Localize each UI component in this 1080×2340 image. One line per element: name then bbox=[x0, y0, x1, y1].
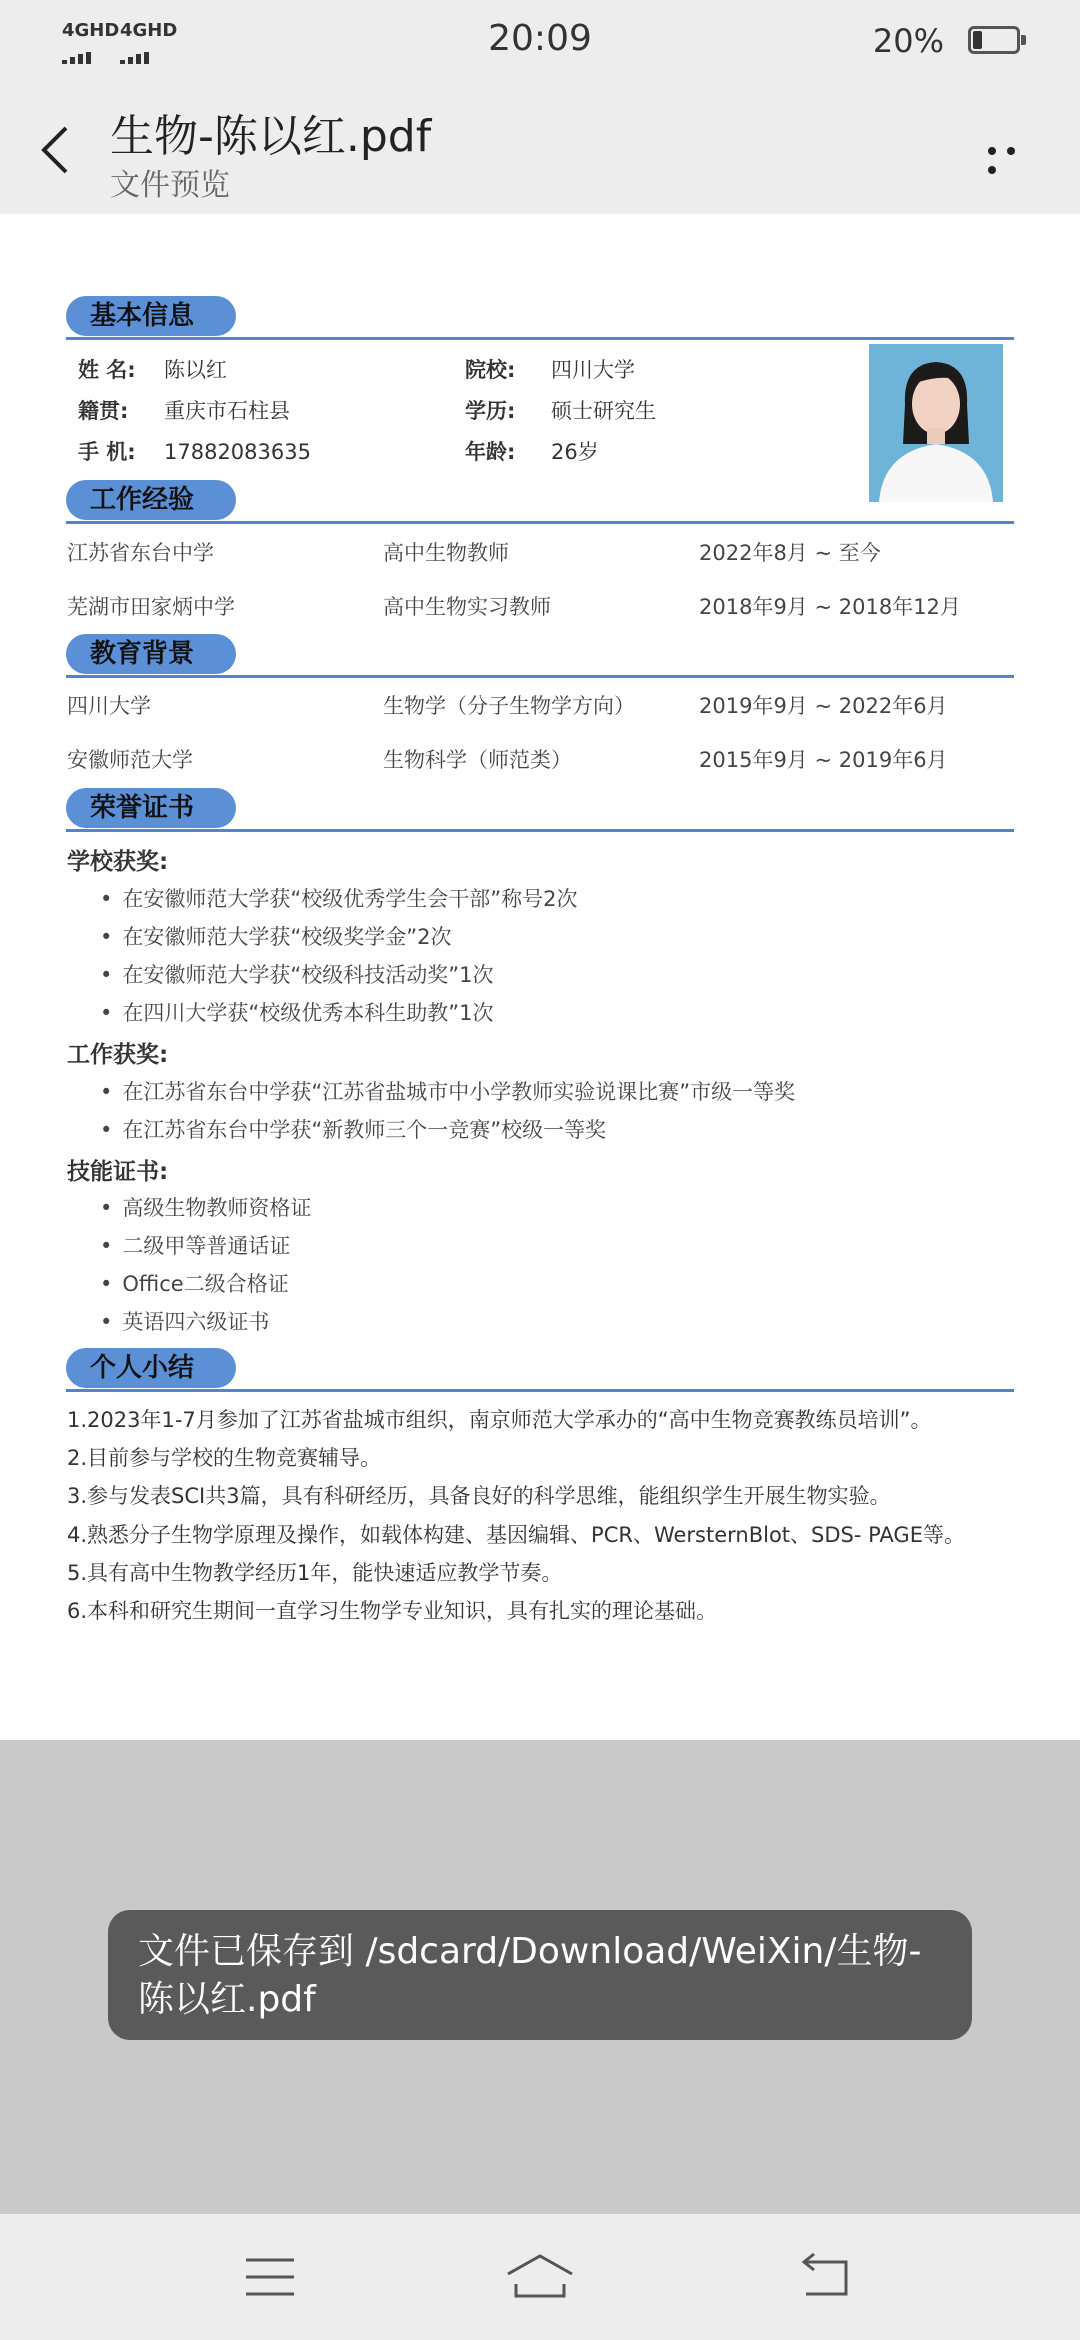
section-work bbox=[66, 480, 1014, 524]
profile-photo bbox=[869, 344, 1003, 502]
system-nav-bar bbox=[0, 2214, 1080, 2340]
menu-icon[interactable] bbox=[240, 2250, 300, 2304]
edu-school: 安徽师范大学 bbox=[67, 748, 193, 772]
section-title: 基本信息 bbox=[66, 296, 236, 336]
back-nav-icon[interactable] bbox=[796, 2250, 856, 2304]
saved-toast: 文件已保存到 /sdcard/Download/WeiXin/生物-陈以红.pdf bbox=[108, 1910, 972, 2040]
list-item: • Office二级合格证 bbox=[100, 1268, 289, 1298]
section-title: 工作经验 bbox=[66, 480, 236, 520]
section-divider bbox=[66, 829, 1014, 832]
summary-line: 3.参与发表SCI共3篇，具有科研经历，具备良好的科学思维，能组织学生开展生物实验。 bbox=[67, 1484, 891, 1508]
section-summary bbox=[66, 1348, 1014, 1392]
section-basic-info bbox=[66, 296, 1014, 340]
section-divider bbox=[66, 675, 1014, 678]
edu-school: 四川大学 bbox=[67, 694, 151, 718]
work-period: 2022年8月 ~ 至今 bbox=[699, 541, 881, 565]
section-title: 教育背景 bbox=[66, 634, 236, 674]
more-options-icon[interactable] bbox=[988, 140, 1044, 156]
app-header bbox=[0, 84, 1080, 214]
status-bar bbox=[0, 0, 1080, 84]
file-subtitle: 文件预览 bbox=[110, 168, 230, 203]
field-degree: 学历: 硕士研究生 bbox=[465, 399, 656, 423]
edu-period: 2015年9月 ~ 2019年6月 bbox=[699, 748, 948, 772]
skills-heading: 技能证书: bbox=[67, 1159, 169, 1185]
summary-line: 6.本科和研究生期间一直学习生物学专业知识，具有扎实的理论基础。 bbox=[67, 1599, 718, 1623]
section-education bbox=[66, 634, 1014, 678]
list-item: • 在安徽师范大学获“校级科技活动奖”1次 bbox=[100, 959, 494, 989]
school-awards-heading: 学校获奖: bbox=[67, 849, 169, 875]
work-role: 高中生物教师 bbox=[383, 541, 509, 565]
summary-line: 5.具有高中生物教学经历1年，能快速适应教学节奏。 bbox=[67, 1561, 563, 1585]
file-title: 生物-陈以红.pdf bbox=[110, 111, 432, 162]
work-org: 江苏省东台中学 bbox=[67, 541, 214, 565]
edu-major: 生物科学（师范类） bbox=[383, 748, 572, 772]
back-arrow-icon[interactable] bbox=[36, 120, 76, 180]
clock: 20:09 bbox=[488, 18, 592, 59]
work-role: 高中生物实习教师 bbox=[383, 595, 551, 619]
list-item: • 在四川大学获“校级优秀本科生助教”1次 bbox=[100, 997, 494, 1027]
list-item: • 在安徽师范大学获“校级优秀学生会干部”称号2次 bbox=[100, 883, 578, 913]
field-origin: 籍贯: 重庆市石柱县 bbox=[78, 399, 290, 423]
field-school: 院校: 四川大学 bbox=[465, 358, 635, 382]
work-period: 2018年9月 ~ 2018年12月 bbox=[699, 595, 961, 619]
edu-period: 2019年9月 ~ 2022年6月 bbox=[699, 694, 948, 718]
pdf-page[interactable] bbox=[0, 214, 1080, 1740]
work-org: 芜湖市田家炳中学 bbox=[67, 595, 235, 619]
section-divider bbox=[66, 337, 1014, 340]
section-honors bbox=[66, 788, 1014, 832]
field-phone: 手 机: 17882083635 bbox=[78, 440, 311, 464]
work-awards-heading: 工作获奖: bbox=[67, 1042, 169, 1068]
signal-1-label: 4GHD bbox=[62, 20, 120, 41]
summary-line: 1.2023年1-7月参加了江苏省盐城市组织，南京师范大学承办的“高中生物竞赛教练员培训”。 bbox=[67, 1408, 932, 1432]
edu-major: 生物学（分子生物学方向） bbox=[383, 694, 635, 718]
summary-line: 4.熟悉分子生物学原理及操作，如载体构建、基因编辑、PCR、WersternBlot、SDS- PAGE等。 bbox=[67, 1523, 965, 1547]
home-icon[interactable] bbox=[504, 2250, 576, 2304]
battery-percent: 20% bbox=[872, 22, 944, 60]
field-age: 年龄: 26岁 bbox=[465, 440, 599, 464]
list-item: • 二级甲等普通话证 bbox=[100, 1230, 290, 1260]
section-title: 荣誉证书 bbox=[66, 788, 236, 828]
list-item: • 高级生物教师资格证 bbox=[100, 1192, 311, 1222]
list-item: • 在安徽师范大学获“校级奖学金”2次 bbox=[100, 921, 452, 951]
section-title: 个人小结 bbox=[66, 1348, 236, 1388]
battery-icon bbox=[968, 26, 1020, 54]
summary-line: 2.目前参与学校的生物竞赛辅导。 bbox=[67, 1446, 382, 1470]
list-item: • 英语四六级证书 bbox=[100, 1306, 269, 1336]
section-divider bbox=[66, 1389, 1014, 1392]
list-item: • 在江苏省东台中学获“江苏省盐城市中小学教师实验说课比赛”市级一等奖 bbox=[100, 1076, 795, 1106]
signal-2-label: 4GHD bbox=[120, 20, 178, 41]
section-divider bbox=[66, 521, 1014, 524]
field-name: 姓 名: 陈以红 bbox=[78, 358, 227, 382]
list-item: • 在江苏省东台中学获“新教师三个一竞赛”校级一等奖 bbox=[100, 1114, 606, 1144]
